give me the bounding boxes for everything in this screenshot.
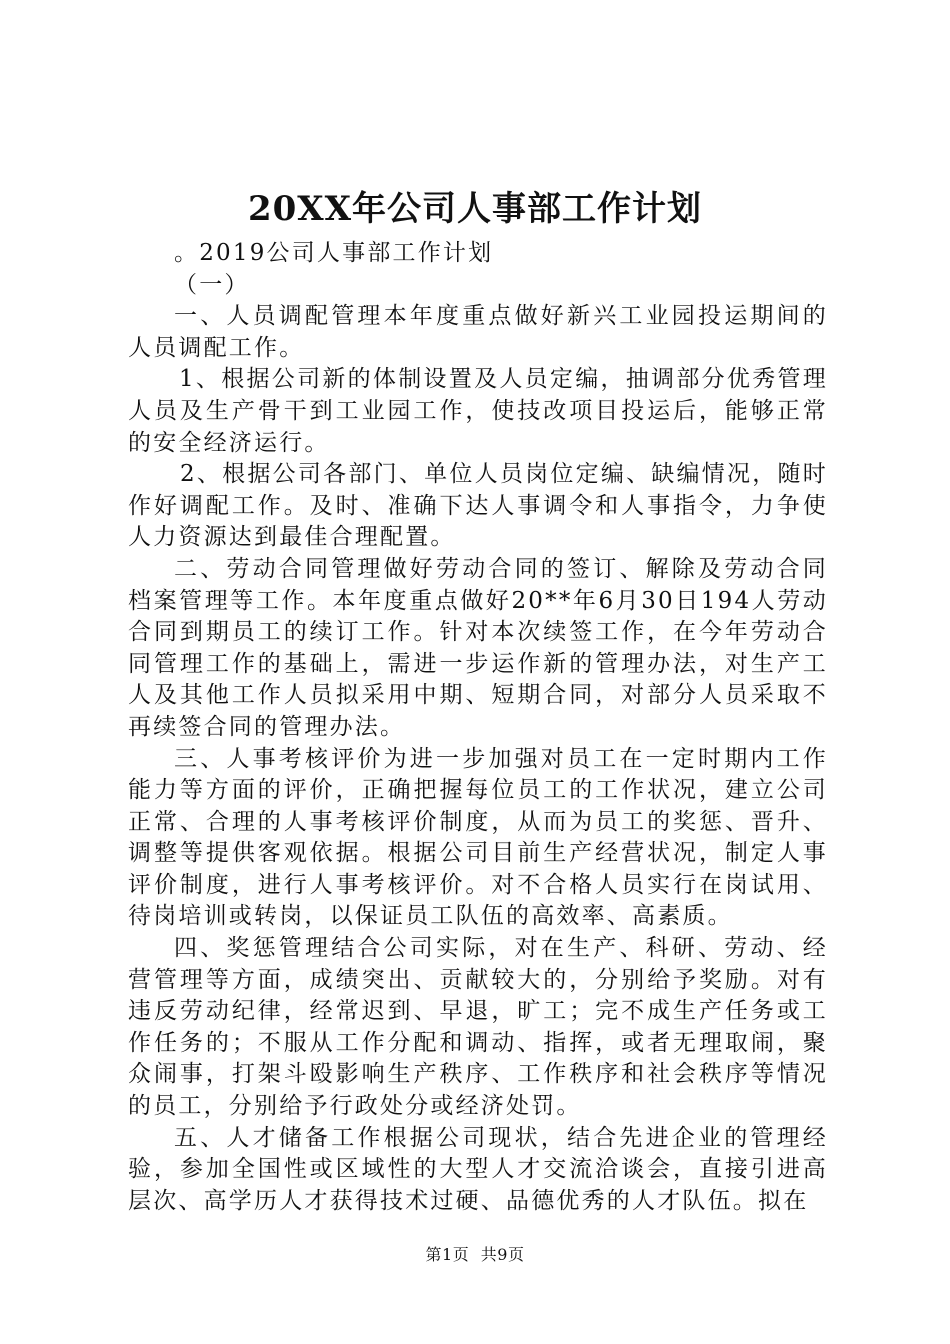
paragraph-personnel-evaluation: 三、人事考核评价为进一步加强对员工在一定时期内工作能力等方面的评价，正确把握每位员工的工作状况，建立公司正常、合理的人事考核评价制度，从而为员工的奖惩、晋升、调整等提供客观依据。根据公司目前生产经营状况，制定人事评价制度，进行人事考核评价。对不合格人员实行在岗试用、待岗培训或转岗，以保证员工队伍的高效率、高素质。 xyxy=(128,745,828,930)
paragraph-rewards-penalties: 四、奖惩管理结合公司实际，对在生产、科研、劳动、经营管理等方面，成绩突出、贡献较大的，分别给予奖励。对有违反劳动纪律，经常迟到、早退，旷工；完不成生产任务或工作任务的；不服从工作分配和调动、指挥，或者无理取闹，聚众闹事，打架斗殴影响生产秩序、工作秩序和社会秩序等情况的员工，分别给予行政处分或经济处罚。 xyxy=(128,935,828,1120)
paragraph-staff-allocation: 一、人员调配管理本年度重点做好新兴工业园投运期间的人员调配工作。 xyxy=(128,303,828,361)
page-footer xyxy=(0,1244,950,1266)
paragraph-subtitle: 。2019公司人事部工作计划 xyxy=(174,240,494,266)
total-pages: 共9页 xyxy=(480,1245,525,1264)
paragraph-talent-reserve: 五、人才储备工作根据公司现状，结合先进企业的管理经验，参加全国性或区域性的大型人才交流洽谈会，直接引进高层次、高学历人才获得技术过硬、品德优秀的人才队伍。拟在 xyxy=(128,1124,828,1214)
paragraph-labor-contract: 二、劳动合同管理做好劳动合同的签订、解除及劳动合同档案管理等工作。本年度重点做好20**年6月30日194人劳动合同到期员工的续订工作。针对本次续签工作，在今年劳动合同管理工作的基础上，需进一步运作新的管理办法，对生产工人及其他工作人员拟采用中期、短期合同，对部分人员采取不再续签合同的管理办法。 xyxy=(128,555,828,740)
page-number: 第1页 xyxy=(425,1245,470,1264)
paragraph-item-2: 2、根据公司各部门、单位人员岗位定编、缺编情况，随时作好调配工作。及时、准确下达人事调令和人事指令，力争使人力资源达到最佳合理配置。 xyxy=(128,461,828,551)
paragraph-section-marker: （一） xyxy=(174,271,250,298)
document-body xyxy=(128,238,828,1217)
document-title: 20XX年公司人事部工作计划 xyxy=(247,189,703,229)
paragraph-item-1: 1、根据公司新的体制设置及人员定编，抽调部分优秀管理人员及生产骨干到工业园工作，使技改项目投运后，能够正常的安全经济运行。 xyxy=(128,366,828,456)
